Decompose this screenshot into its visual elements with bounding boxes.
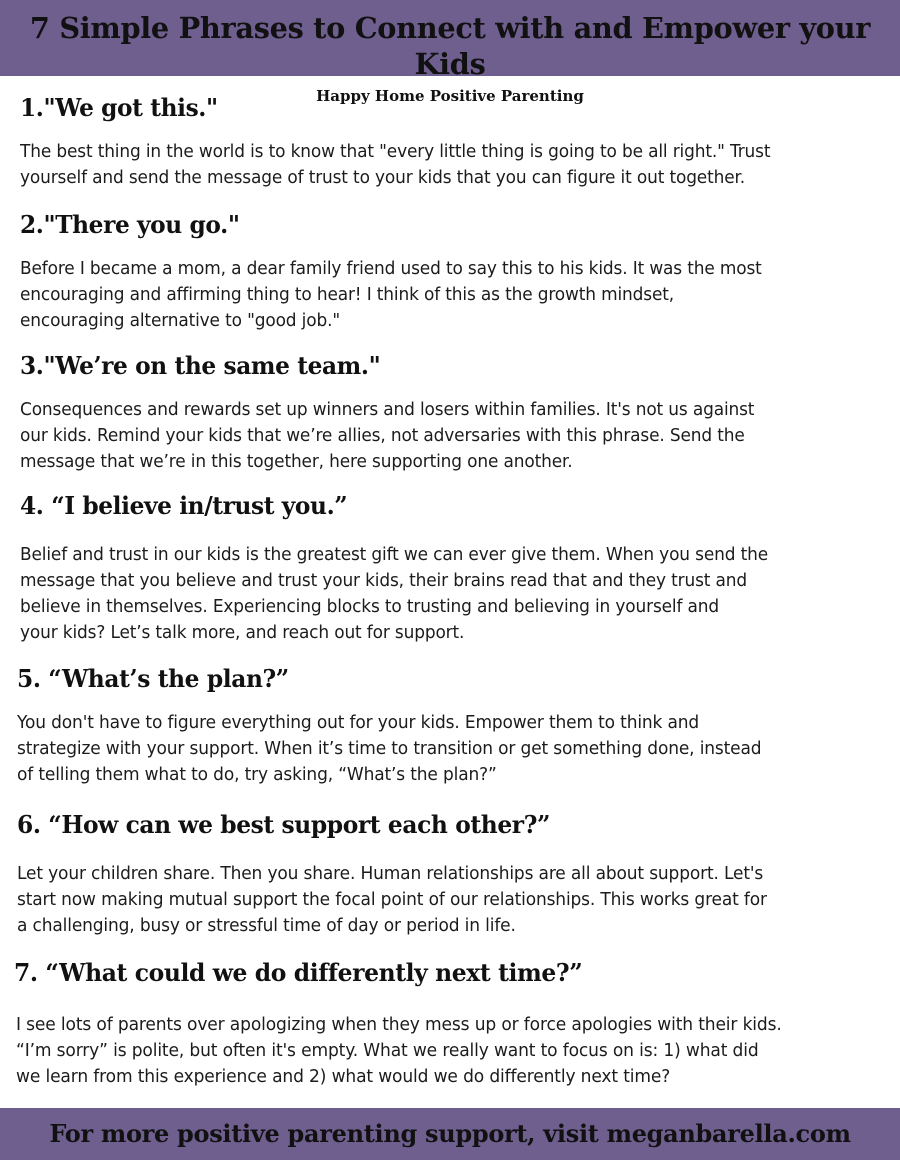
body-line: a challenging, busy or stressful time of day or period in life. — [17, 916, 516, 936]
footer-banner — [0, 1108, 900, 1160]
footer-text: For more positive parenting support, visit meganbarella.com — [49, 1119, 851, 1148]
body-line: believe in themselves. Experiencing blocks to trusting and believing in yourself and — [20, 597, 720, 617]
body-line: Before I became a mom, a dear family friend used to say this to his kids. It was the most — [20, 259, 762, 279]
phrase-section-7 — [0, 958, 900, 1090]
phrase-section-4 — [0, 491, 900, 646]
body-line: encouraging alternative to "good job." — [20, 311, 340, 331]
phrase-section-1 — [0, 93, 900, 191]
phrase-section-3 — [0, 351, 900, 475]
body-line: I see lots of parents over apologizing when they mess up or force apologies with their kids. — [16, 1015, 782, 1035]
body-line: “I’m sorry” is polite, but often it's empty. What we really want to focus on is: 1) what did — [16, 1041, 759, 1061]
body-line: of telling them what to do, try asking, “What’s the plan?” — [17, 765, 497, 785]
phrase-body — [20, 256, 900, 334]
page-title: 7 Simple Phrases to Connect with and Empower your Kids — [29, 11, 871, 81]
phrase-body — [20, 542, 900, 646]
phrase-body — [20, 397, 900, 475]
body-line: strategize with your support. When it’s time to transition or get something done, instead — [17, 739, 762, 759]
phrase-heading: 7. “What could we do differently next time?” — [14, 958, 583, 987]
phrase-heading: 2."There you go." — [20, 210, 240, 239]
body-line: The best thing in the world is to know that "every little thing is going to be all right." Trust — [20, 142, 771, 162]
phrase-body — [17, 861, 900, 939]
body-line: message that you believe and trust your kids, their brains read that and they trust and — [20, 571, 748, 591]
body-line: our kids. Remind your kids that we’re allies, not adversaries with this phrase. Send the — [20, 426, 745, 446]
phrase-body — [20, 139, 900, 191]
body-line: Consequences and rewards set up winners and losers within families. It's not us against — [20, 400, 755, 420]
page-subtitle: Happy Home Positive Parenting — [316, 87, 584, 105]
body-line: Belief and trust in our kids is the greatest gift we can ever give them. When you send the — [20, 545, 768, 565]
phrase-body — [17, 710, 900, 788]
body-line: Let your children share. Then you share. Human relationships are all about support. Let's — [17, 864, 764, 884]
body-line: start now making mutual support the focal point of our relationships. This works great for — [17, 890, 767, 910]
body-line: encouraging and affirming thing to hear! I think of this as the growth mindset, — [20, 285, 674, 305]
phrase-heading: 1."We got this." — [20, 93, 218, 122]
phrase-heading: 4. “I believe in/trust you.” — [20, 491, 348, 520]
phrase-section-2 — [0, 210, 900, 334]
body-line: your kids? Let’s talk more, and reach out for support. — [20, 623, 465, 643]
phrase-body — [14, 1012, 900, 1090]
phrase-section-6 — [0, 810, 900, 939]
phrase-section-5 — [0, 664, 900, 788]
body-line: yourself and send the message of trust to your kids that you can figure it out together. — [20, 168, 746, 188]
phrase-heading: 5. “What’s the plan?” — [17, 664, 289, 693]
body-line: we learn from this experience and 2) what would we do differently next time? — [16, 1067, 671, 1087]
phrase-heading: 6. “How can we best support each other?” — [17, 810, 551, 839]
phrase-heading: 3."We’re on the same team." — [20, 351, 381, 380]
body-line: message that we’re in this together, here supporting one another. — [20, 452, 573, 472]
body-line: You don't have to figure everything out for your kids. Empower them to think and — [17, 713, 700, 733]
header-banner — [0, 0, 900, 105]
